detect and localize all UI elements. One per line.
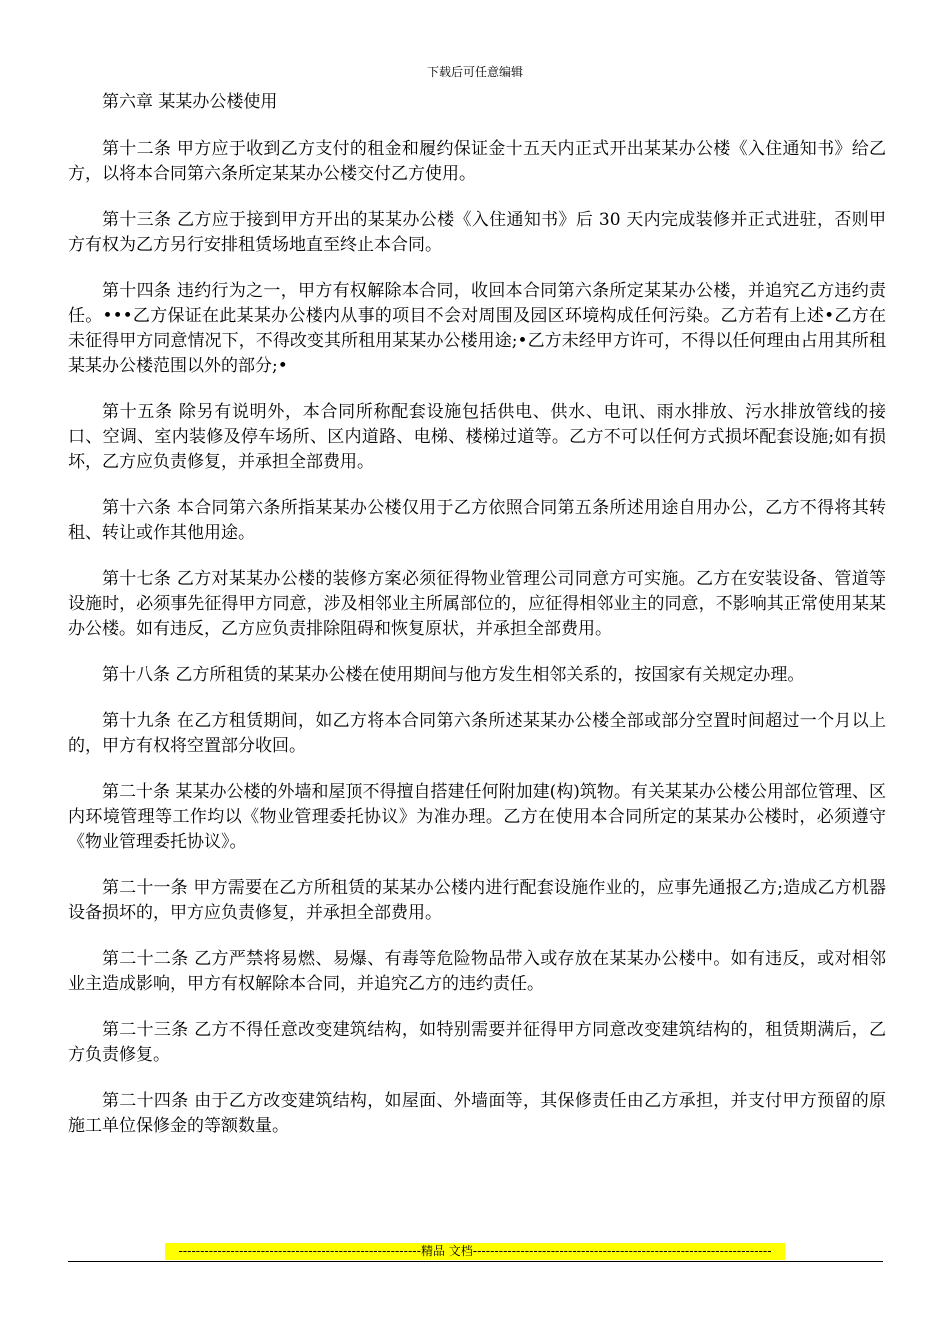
article-23: 第二十三条 乙方不得任意改变建筑结构，如特别需要并征得甲方同意改变建筑结构的，租赁期满后，乙方负责修复。 xyxy=(68,1020,886,1065)
article-16: 第十六条 本合同第六条所指某某办公楼仅用于乙方依照合同第五条所述用途自用办公，乙方不得将其转租、转让或作其他用途。 xyxy=(68,498,886,543)
article-24: 第二十四条 由于乙方改变建筑结构，如屋面、外墙面等，其保修责任由乙方承担，并支付甲方预留的原施工单位保修金的等额数量。 xyxy=(68,1091,886,1136)
article-21: 第二十一条 甲方需要在乙方所租赁的某某办公楼内进行配套设施作业的，应事先通报乙方;造成乙方机器设备损坏的，甲方应负责修复，并承担全部费用。 xyxy=(68,878,886,923)
article-18: 第十八条 乙方所租赁的某某办公楼在使用期间与他方发生相邻关系的，按国家有关规定办理。 xyxy=(102,665,805,685)
article-13: 第十三条 乙方应于接到甲方开出的某某办公楼《入住通知书》后 30 天内完成装修并正式进驻，否则甲方有权为乙方另行安排租赁场地直至终止本合同。 xyxy=(68,210,886,255)
footer-divider xyxy=(68,1261,883,1262)
article-20: 第二十条 某某办公楼的外墙和屋顶不得擅自搭建任何附加建(构)筑物。有关某某办公楼公用部位管理、区内环境管理等工作均以《物业管理委托协议》为准办理。乙方在使用本合同所定的某某办公楼时，必须遵守《物业管理委托协议》。 xyxy=(68,782,886,852)
article-19: 第十九条 在乙方租赁期间，如乙方将本合同第六条所述某某办公楼全部或部分空置时间超过一个月以上的，甲方有权将空置部分收回。 xyxy=(68,711,886,756)
article-14: 第十四条 违约行为之一，甲方有权解除本合同，收回本合同第六条所定某某办公楼，并追究乙方违约责任。•••乙方保证在此某某办公楼内从事的项目不会对周围及园区环境构成任何污染。乙方若有上述•乙方在未征得甲方同意情况下，不得改变其所租用某某办公楼用途;•乙方未经甲方许可，不得以任何理由占用其所租某某办公楼范围以外的部分;• xyxy=(68,281,886,376)
page-header-note: 下载后可任意编辑 xyxy=(426,65,523,79)
chapter-title: 第六章 某某办公楼使用 xyxy=(102,92,278,112)
article-22: 第二十二条 乙方严禁将易燃、易爆、有毒等危险物品带入或存放在某某办公楼中。如有违反，或对相邻业主造成影响，甲方有权解除本合同，并追究乙方的违约责任。 xyxy=(68,949,886,994)
document-body xyxy=(68,90,886,1160)
article-17: 第十七条 乙方对某某办公楼的装修方案必须征得物业管理公司同意方可实施。乙方在安装设备、管道等设施时，必须事先征得甲方同意，涉及相邻业主所属部位的，应征得相邻业主的同意，不影响其正常使用某某办公楼。如有违反，乙方应负责排除阻碍和恢复原状，并承担全部费用。 xyxy=(68,569,886,639)
article-12: 第十二条 甲方应于收到乙方支付的租金和履约保证金十五天内正式开出某某办公楼《入住通知书》给乙方，以将本合同第六条所定某某办公楼交付乙方使用。 xyxy=(68,139,886,184)
article-15: 第十五条 除另有说明外，本合同所称配套设施包括供电、供水、电讯、雨水排放、污水排放管线的接口、空调、室内装修及停车场所、区内道路、电梯、楼梯过道等。乙方不可以任何方式损坏配套设施;如有损坏，乙方应负责修复，并承担全部费用。 xyxy=(68,402,886,472)
footer-watermark-band: --------------------------------------------------------精品 文档--------------------------------------------------------------------- xyxy=(165,1243,785,1260)
